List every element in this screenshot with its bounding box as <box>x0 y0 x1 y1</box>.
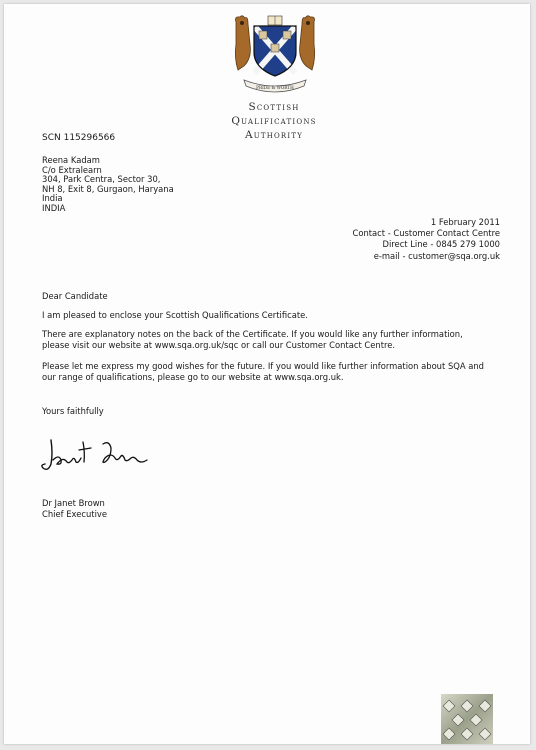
signer-block <box>42 498 107 520</box>
direct-line: Direct Line - 0845 279 1000 <box>382 239 500 250</box>
reference-number: SCN 115296566 <box>42 133 116 143</box>
address-line: C/o Extralearn <box>42 164 102 175</box>
authority-name <box>204 100 344 142</box>
address-line: NH 8, Exit 8, Gurgaon, Haryana <box>42 183 174 194</box>
paragraph-2-line-1: There are explanatory notes on the back of the Certificate. If you would like any further information, <box>42 329 463 339</box>
paragraph-3 <box>42 361 512 383</box>
salutation: Dear Candidate <box>42 291 108 301</box>
signer-name: Dr Janet Brown <box>42 498 105 508</box>
address-line: INDIA <box>42 202 66 213</box>
paragraph-2-line-2: please visit our website at www.sqa.org.uk/sqc or call our Customer Contact Centre. <box>42 340 396 350</box>
paragraph-2 <box>42 329 512 351</box>
letter-page <box>4 4 530 744</box>
contact-centre: Contact - Customer Contact Centre <box>352 228 500 239</box>
contact-email: e-mail - customer@sqa.org.uk <box>373 250 500 261</box>
motto-text: PRIDE & WORTH <box>256 85 294 90</box>
closing: Yours faithfully <box>42 406 104 416</box>
address-line: 304, Park Centra, Sector 30, <box>42 174 161 185</box>
recipient-address <box>42 156 174 214</box>
letter-date: 1 February 2011 <box>430 217 500 227</box>
authority-line-1: Scottish <box>248 101 300 113</box>
sqa-crest-logo <box>230 14 320 96</box>
authority-line-2: Qualifications <box>231 115 317 127</box>
handwritten-signature <box>39 434 159 478</box>
contact-block <box>352 217 500 262</box>
paragraph-1: I am pleased to enclose your Scottish Qualifications Certificate. <box>42 310 308 320</box>
signer-title: Chief Executive <box>42 509 108 519</box>
paragraph-3-line-2: our range of qualifications, please go to our website at www.sqa.org.uk. <box>42 372 344 382</box>
recipient-name: Reena Kadam <box>42 155 100 165</box>
authority-line-3: Authority <box>244 129 304 141</box>
address-line: India <box>42 193 63 204</box>
hologram-security-mark <box>441 694 493 744</box>
paragraph-3-line-1: Please let me express my good wishes for the future. If you would like further information about SQA and <box>42 361 484 371</box>
